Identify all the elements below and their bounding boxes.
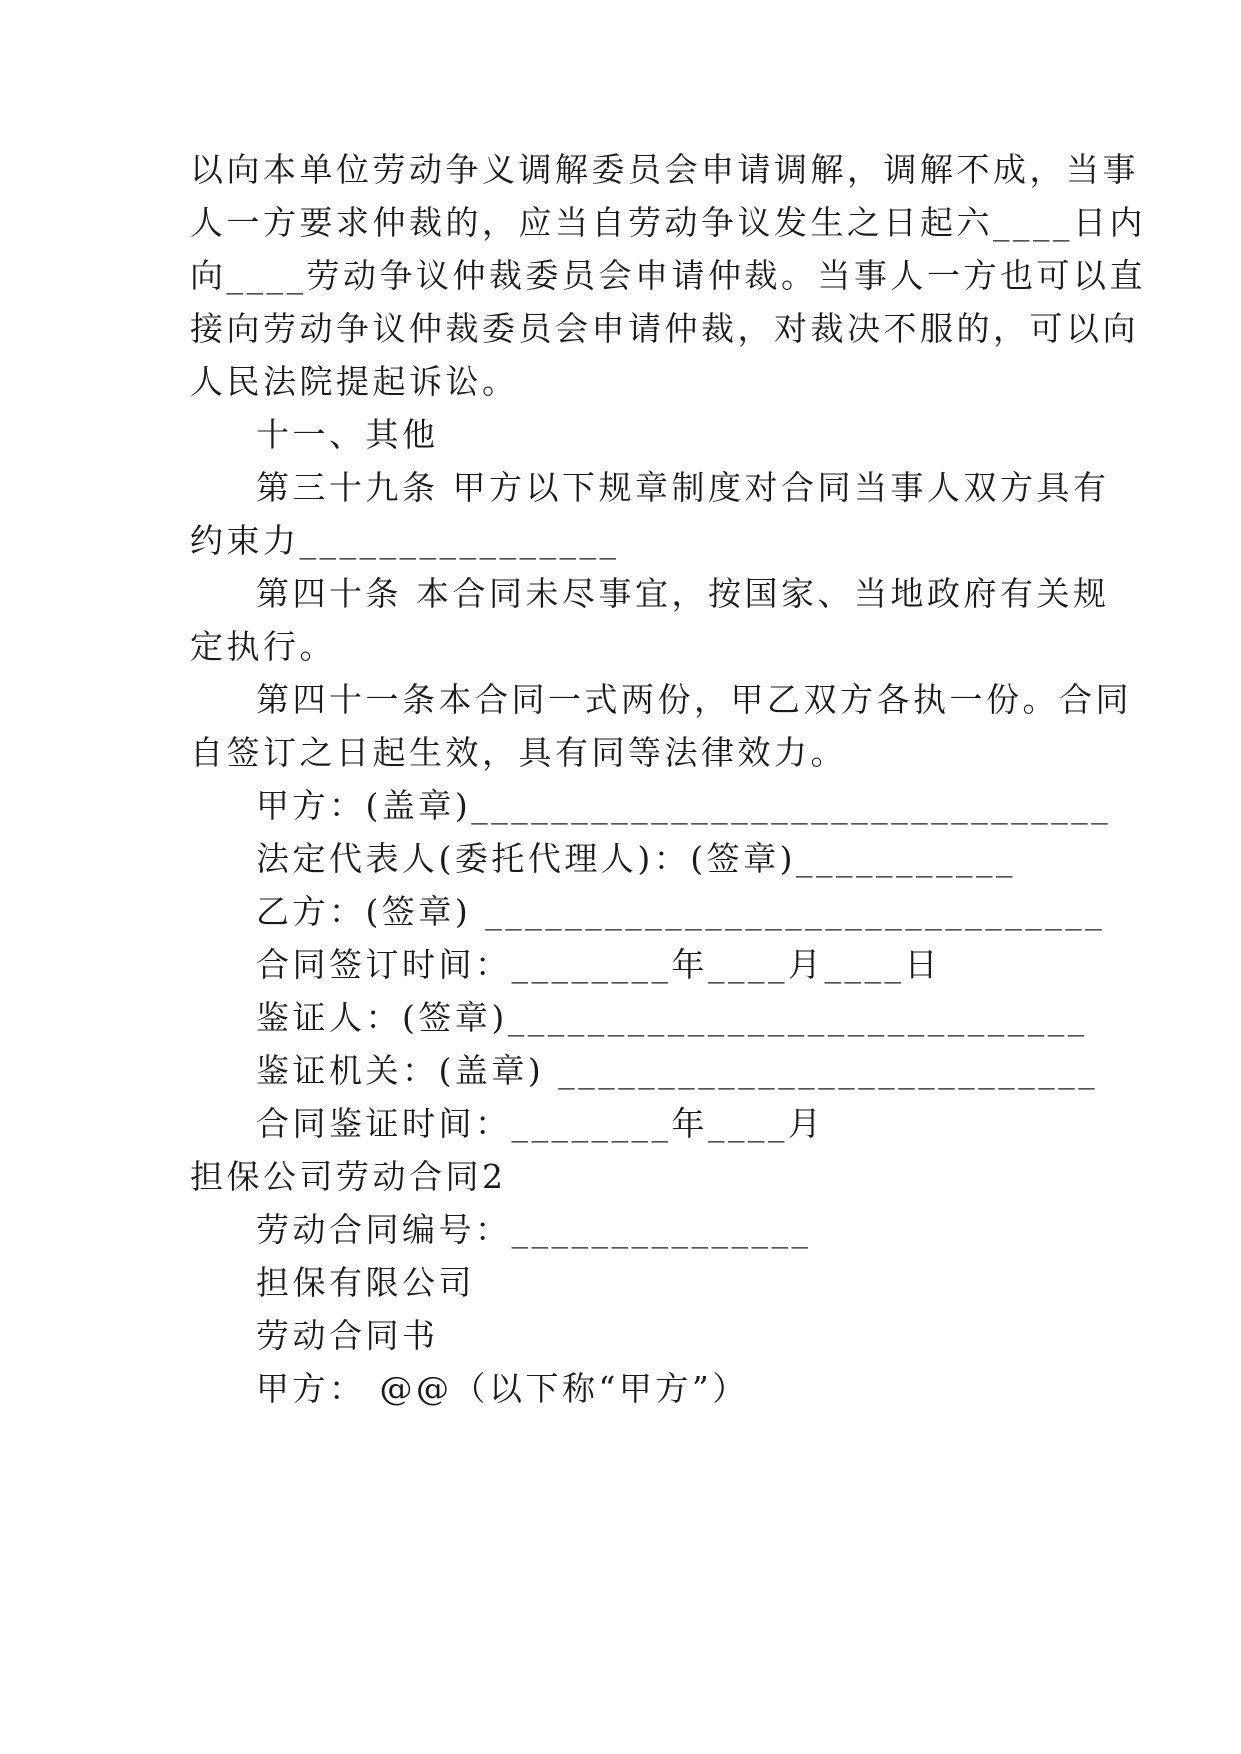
- clause-41-line: 第四十一条本合同一式两份，甲乙双方各执一份。合同: [256, 680, 1132, 719]
- clause-40-line: 定执行。: [190, 627, 336, 666]
- clause-40-line: 第四十条 本合同未尽事宜，按国家、当地政府有关规: [256, 574, 1110, 613]
- contract-signing-date-line: 合同签订时间：________年____月____日: [256, 945, 941, 984]
- contract-number-line: 劳动合同编号：_______________: [256, 1210, 812, 1249]
- contract-title: 劳动合同书: [256, 1316, 439, 1355]
- paragraph-line: 向____劳动争议仲裁委员会申请仲裁。当事人一方也可以直: [190, 256, 1146, 295]
- paragraph-line: 人民法院提起诉讼。: [190, 362, 519, 401]
- clause-41-line: 自签订之日起生效，具有同等法律效力。: [190, 733, 847, 772]
- clause-39-line: 第三十九条 甲方以下规章制度对合同当事人双方具有: [256, 468, 1110, 507]
- witness-signature-line: 鉴证人：(签章)_____________________________: [256, 998, 1088, 1037]
- paragraph-line: 以向本单位劳动争义调解委员会申请调解，调解不成，当事: [190, 150, 1139, 189]
- witness-agency-seal-line: 鉴证机关：(盖章) ___________________________: [256, 1051, 1099, 1090]
- party-b-signature-line: 乙方：(签章) _______________________________: [256, 892, 1106, 931]
- legal-representative-signature-line: 法定代表人(委托代理人)：(签章)___________: [256, 839, 1016, 878]
- contract-verification-date-line: 合同鉴证时间：________年____月: [256, 1104, 825, 1143]
- paragraph-line: 接向劳动争议仲裁委员会申请仲裁，对裁决不服的，可以向: [190, 309, 1139, 348]
- section-heading: 十一、其他: [256, 415, 439, 454]
- clause-39-line: 约束力________________: [190, 521, 620, 560]
- company-name: 担保有限公司: [256, 1263, 475, 1302]
- party-a-signature-line: 甲方：(盖章)________________________________: [256, 786, 1112, 825]
- party-a-line: 甲方： @@（以下称“甲方”）: [256, 1369, 749, 1408]
- document-subtitle: 担保公司劳动合同2: [190, 1157, 507, 1196]
- paragraph-line: 人一方要求仲裁的，应当自劳动争议发生之日起六____日内: [190, 203, 1146, 242]
